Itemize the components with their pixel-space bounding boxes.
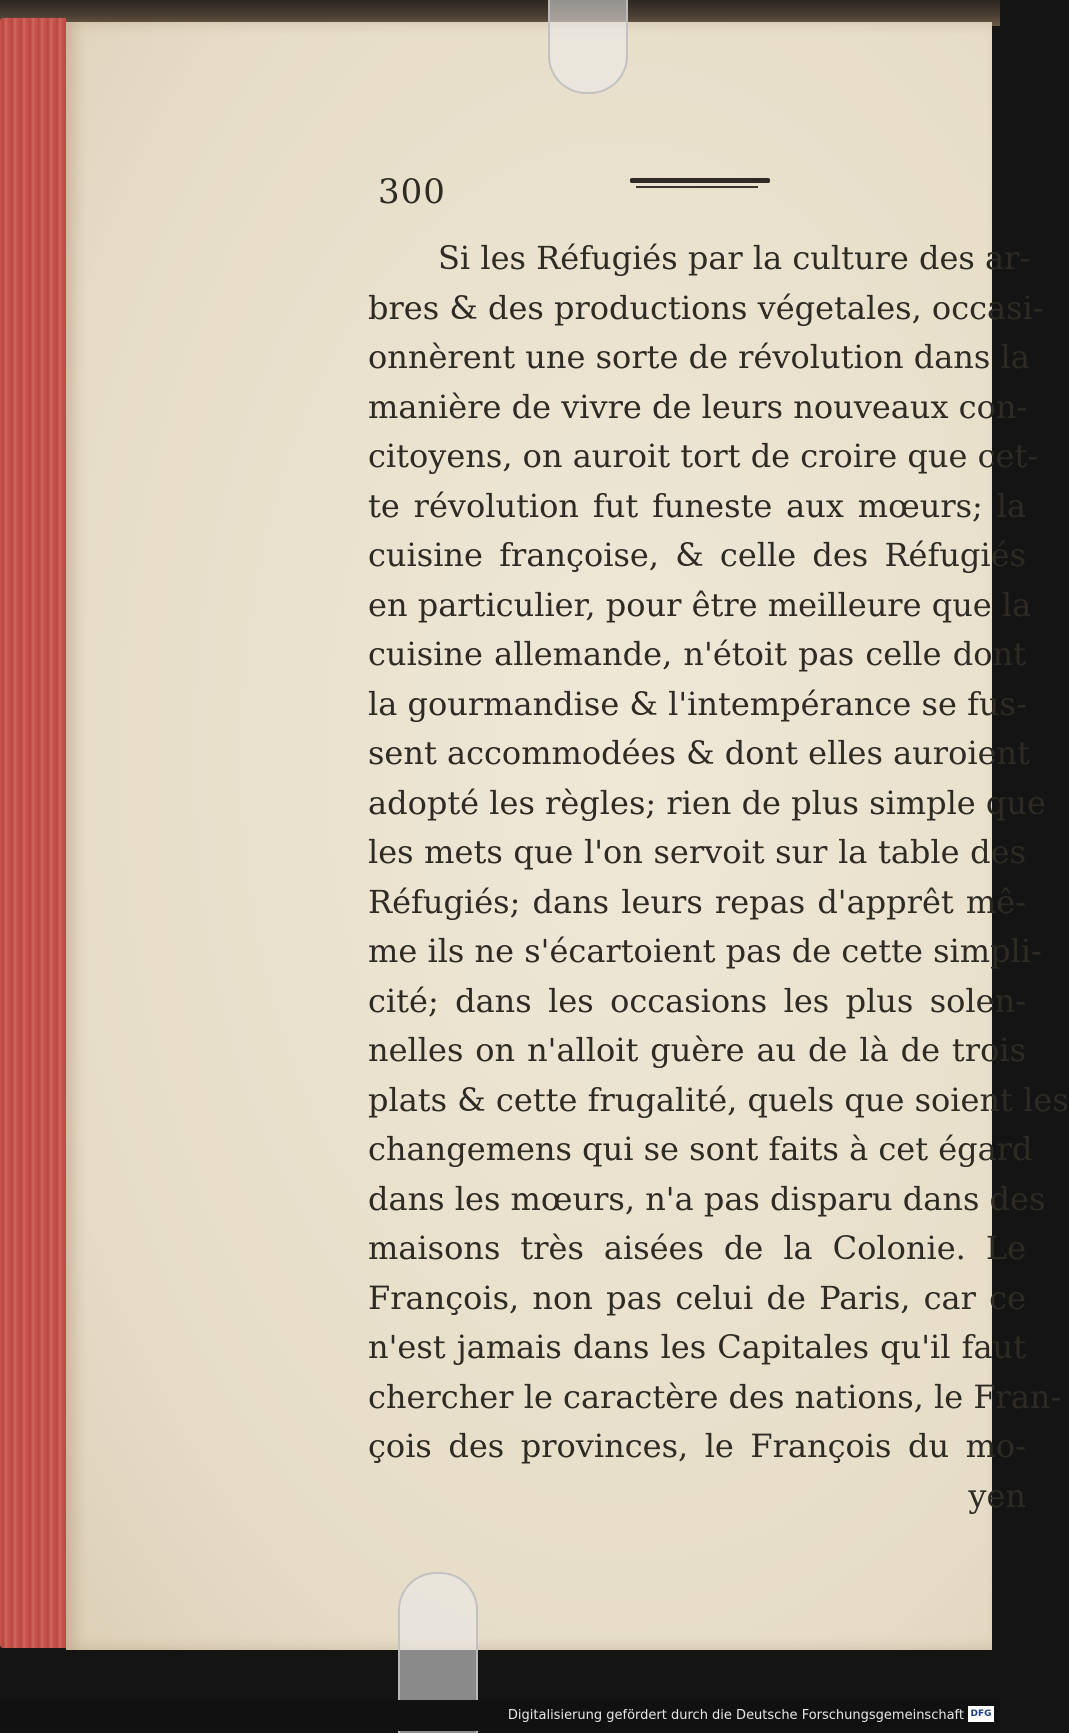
text-line: onnèrent une sorte de révolution dans la [368,338,1030,376]
text-line: la gourmandise & l'intempérance se fus- [368,684,1027,723]
text-line: adopté les règles; rien de plus simple que [368,783,1046,822]
text-line: en particulier, pour être meilleure que la [368,585,1032,624]
page-number: 300 [378,172,446,212]
text-line: François, non pas celui de Paris, car ce [368,1278,1026,1317]
text-line: cuisine françoise, & celle des Réfugiés [368,536,1026,574]
text-line: bres & des productions végetales, occasi- [368,288,1044,327]
text-line: n'est jamais dans les Capitales qu'il faut [368,1328,1026,1366]
text-line: manière de vivre de leurs nouveaux con- [368,387,1028,426]
paper-page [66,22,1069,1650]
text-line: me ils ne s'écartoient pas de cette simpli- [368,932,1042,970]
text-line: cité; dans les occasions les plus solen- [368,981,1026,1020]
digitization-credit: Digitalisierung gefördert durch die Deutsche Forschungsgemeinschaft [507,1708,964,1723]
body-text [368,234,1069,1521]
text-line: les mets que l'on servoit sur la table des [368,833,1026,871]
text-line: te révolution fut funeste aux mœurs; la [368,486,1026,525]
text-line: changemens qui se sont faits à cet égard [368,1130,1033,1168]
red-page-edges [0,18,66,1648]
text-line: Si les Réfugiés par la culture des ar- [438,239,1031,277]
text-line: dans les mœurs, n'a pas disparu dans des [368,1179,1046,1218]
catchword: yen [968,1476,1026,1515]
text-line: maisons très aisées de la Colonie. Le [368,1229,1026,1267]
text-line: cuisine allemande, n'étoit pas celle dont [368,635,1026,673]
header-rule [630,178,770,183]
text-line: çois des provinces, le François du mo- [368,1427,1026,1465]
text-line: nelles on n'alloit guère au de là de trois [368,1031,1026,1069]
footer-bar [0,1700,1000,1731]
text-line: plats & cette frugalité, quels que soient les [368,1080,1069,1119]
text-line: sent accommodées & dont elles auroient [368,734,1030,772]
text-line: chercher le caractère des nations, le Fran- [368,1377,1062,1416]
text-line: citoyens, on auroit tort de croire que cet- [368,437,1039,475]
page-clip-top-icon [548,0,628,94]
dfg-logo-icon: DFG [968,1706,994,1722]
text-line: Réfugiés; dans leurs repas d'apprêt mê- [368,882,1026,921]
